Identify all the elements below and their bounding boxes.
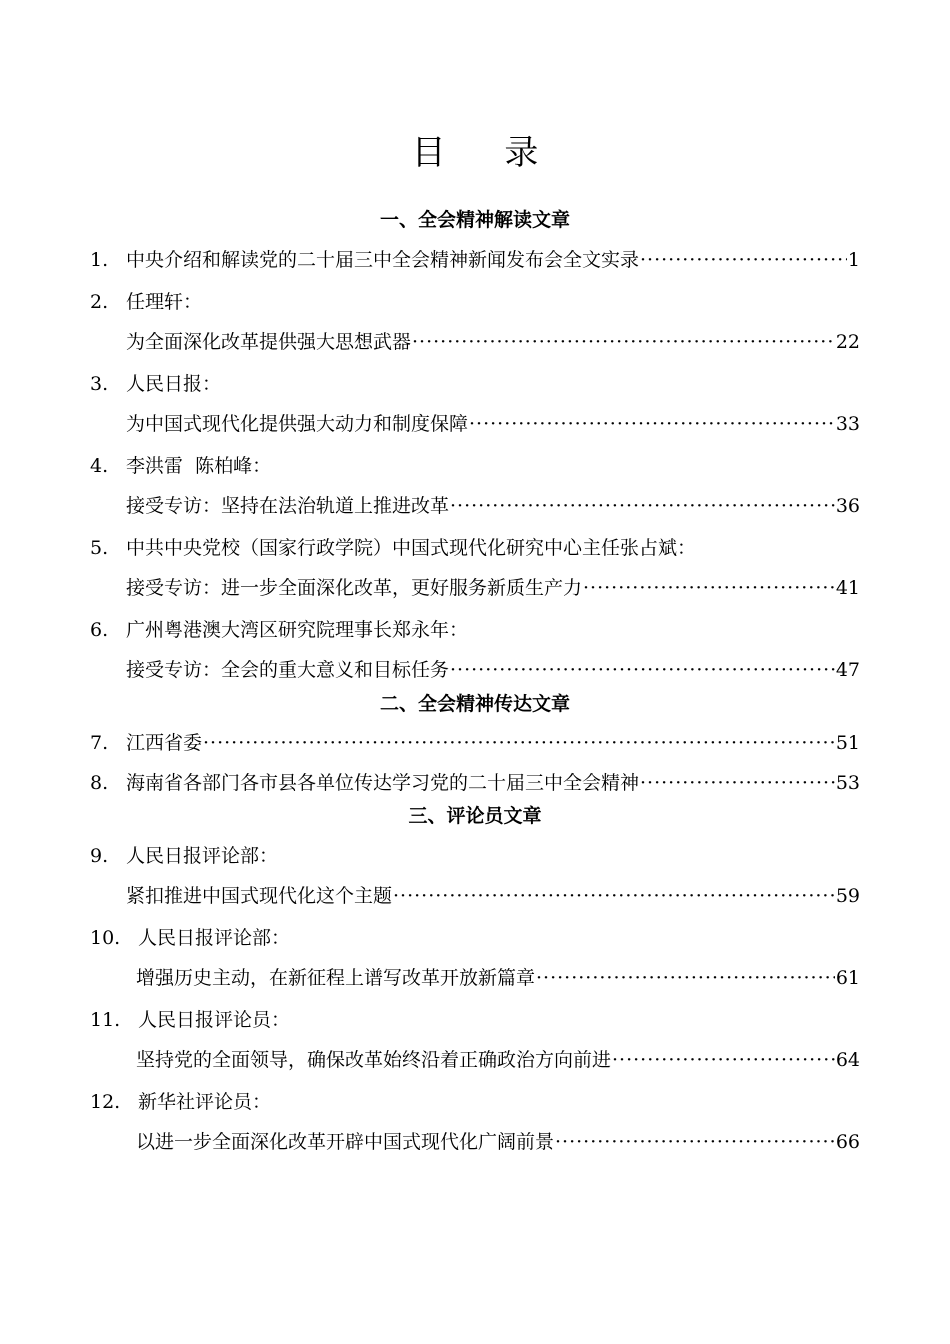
entry-page: 1	[847, 249, 860, 271]
entry-author: 人民日报评论部：	[126, 845, 279, 867]
toc-entry-12[interactable]	[136, 1128, 860, 1156]
entry-title: 增强历史主动，在新征程上谱写改革开放新篇章	[136, 967, 536, 989]
toc-entry-5-author	[90, 534, 860, 562]
section-heading-2: 二、全会精神传达文章	[379, 693, 570, 715]
toc-entry-9-author	[90, 842, 860, 870]
toc-entry-8[interactable]	[90, 769, 860, 797]
entry-author: 李洪雷 陈柏峰：	[126, 455, 272, 477]
entry-author: 任理轩：	[126, 291, 203, 313]
entry-title: 中央介绍和解读党的二十届三中全会精神新闻发布会全文实录	[126, 249, 640, 271]
entry-title: 为中国式现代化提供强大动力和制度保障	[126, 413, 469, 435]
entry-number: 6.	[90, 619, 109, 641]
toc-entry-3[interactable]	[126, 410, 860, 438]
dot-leader	[469, 410, 835, 438]
dot-leader	[640, 246, 847, 274]
entry-title: 以进一步全面深化改革开辟中国式现代化广阔前景	[136, 1131, 555, 1153]
dot-leader	[203, 729, 835, 757]
section-heading-1: 一、全会精神解读文章	[379, 209, 570, 231]
toc-entry-11-author	[90, 1006, 860, 1034]
toc-entry-4-author	[90, 452, 860, 480]
entry-page: 66	[835, 1131, 860, 1153]
entry-page: 51	[835, 732, 860, 754]
entry-page: 59	[835, 885, 860, 907]
entry-number: 8.	[90, 772, 109, 794]
entry-title: 接受专访：进一步全面深化改革，更好服务新质生产力	[126, 577, 583, 599]
toc-entry-3-author	[90, 370, 860, 398]
entry-author: 人民日报：	[126, 373, 222, 395]
entry-number: 4.	[90, 455, 109, 477]
toc-entry-11[interactable]	[136, 1046, 860, 1074]
entry-page: 64	[835, 1049, 860, 1071]
toc-entry-6[interactable]	[126, 656, 860, 684]
toc-entry-9[interactable]	[126, 882, 860, 910]
entry-page: 47	[835, 659, 860, 681]
entry-page: 41	[835, 577, 860, 599]
entry-author: 人民日报评论部：	[138, 927, 291, 949]
entry-author: 人民日报评论员：	[138, 1009, 291, 1031]
dot-leader	[450, 656, 835, 684]
entry-number: 5.	[90, 537, 109, 559]
entry-number: 11.	[90, 1009, 121, 1031]
page-title: 目 录	[411, 133, 563, 173]
toc-entry-5[interactable]	[126, 574, 860, 602]
toc-entry-10[interactable]	[136, 964, 860, 992]
toc-entry-7[interactable]	[90, 729, 860, 757]
dot-leader	[450, 492, 835, 520]
toc-entry-1[interactable]	[90, 246, 860, 274]
dot-leader	[583, 574, 835, 602]
entry-title: 海南省各部门各市县各单位传达学习党的二十届三中全会精神	[126, 772, 640, 794]
dot-leader	[555, 1128, 835, 1156]
toc-entry-12-author	[90, 1088, 860, 1116]
dot-leader	[393, 882, 835, 910]
entry-page: 36	[835, 495, 860, 517]
entry-title: 接受专访：坚持在法治轨道上推进改革	[126, 495, 450, 517]
entry-page: 22	[835, 331, 860, 353]
dot-leader	[536, 964, 835, 992]
toc-entry-2-author	[90, 288, 860, 316]
entry-title: 江西省委	[126, 732, 203, 754]
entry-number: 10.	[90, 927, 121, 949]
dot-leader	[640, 769, 835, 797]
toc-entry-6-author	[90, 616, 860, 644]
entry-title: 紧扣推进中国式现代化这个主题	[126, 885, 393, 907]
toc-entry-10-author	[90, 924, 860, 952]
entry-number: 3.	[90, 373, 109, 395]
toc-entry-2[interactable]	[126, 328, 860, 356]
section-heading-3: 三、评论员文章	[408, 805, 542, 827]
dot-leader	[412, 328, 835, 356]
entry-title: 接受专访：全会的重大意义和目标任务	[126, 659, 450, 681]
dot-leader	[612, 1046, 835, 1074]
entry-number: 9.	[90, 845, 109, 867]
entry-page: 53	[835, 772, 860, 794]
toc-entry-4[interactable]	[126, 492, 860, 520]
entry-title: 为全面深化改革提供强大思想武器	[126, 331, 412, 353]
entry-author: 新华社评论员：	[138, 1091, 272, 1113]
entry-author: 广州粤港澳大湾区研究院理事长郑永年：	[126, 619, 469, 641]
entry-page: 33	[835, 413, 860, 435]
entry-number: 7.	[90, 732, 109, 754]
entry-number: 1.	[90, 249, 109, 271]
entry-page: 61	[835, 967, 860, 989]
entry-number: 12.	[90, 1091, 121, 1113]
entry-title: 坚持党的全面领导，确保改革始终沿着正确政治方向前进	[136, 1049, 612, 1071]
entry-author: 中共中央党校（国家行政学院）中国式现代化研究中心主任张占斌：	[126, 537, 697, 559]
entry-number: 2.	[90, 291, 109, 313]
